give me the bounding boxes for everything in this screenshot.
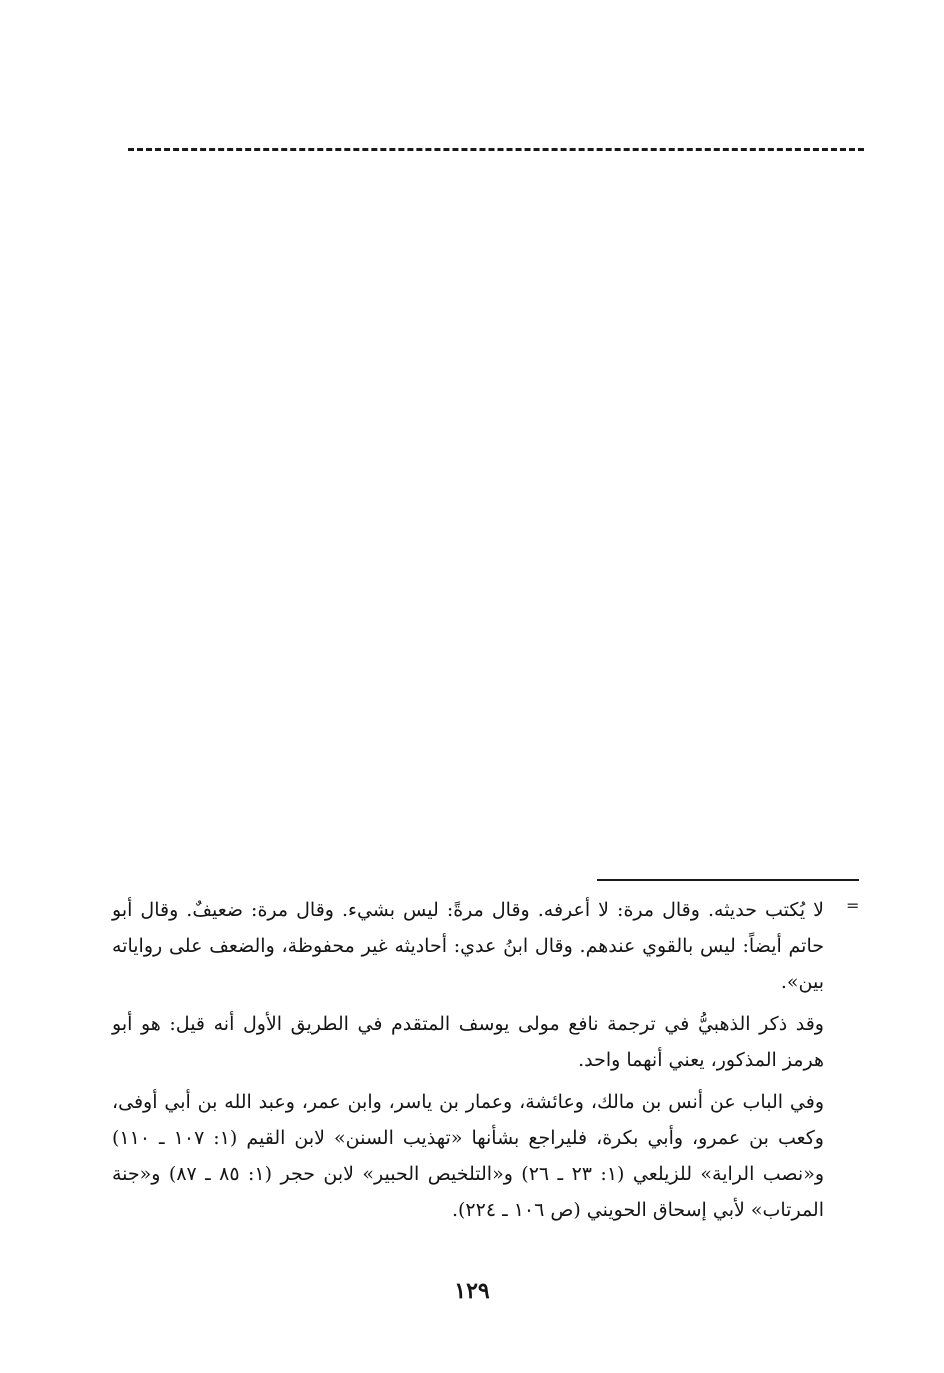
footnote-paragraph-2: وقد ذكر الذهبيُّ في ترجمة نافع مولى يوسف المتقدم في الطريق الأول أنه قيل: هو أبو هرمز المذكور، يعني أنهما واحد. — [112, 1013, 824, 1071]
footnote-paragraph-3: وفي الباب عن أنس بن مالك، وعائشة، وعمار بن ياسر، وابن عمر، وعبد الله بن أبي أوفى، وكعب بن عمرو، وأبي بكرة، فليراجع بشأنها «تهذيب السنن» لابن القيم (١: ١٠٧ ـ ١١٠) و«نصب الراية» للزيلعي (١: ٢٣ ـ ٢٦) و«التلخيص الحبير» لابن حجر (١: ٨٥ ـ ٨٧) و«جنة المرتاب» لأبي إسحاق الحويني (ص ١٠٦ ـ ٢٢٤). — [112, 1091, 824, 1221]
footnotes-block — [112, 892, 824, 1234]
footnote-paragraph-1: لا يُكتب حديثه. وقال مرة: لا أعرفه. وقال مرةً: ليس بشيء. وقال مرة: ضعيفٌ. وقال أبو حاتم أيضاً: ليس بالقوي عندهم. وقال ابنُ عدي: أحاديثه غير محفوظة، والضعف على رواياته بين». — [112, 899, 824, 993]
footnote-continuation-mark: = — [846, 896, 860, 915]
page-number: ١٢٩ — [454, 1278, 490, 1304]
section-divider-dashed — [128, 148, 864, 151]
footnote-separator — [597, 879, 859, 881]
